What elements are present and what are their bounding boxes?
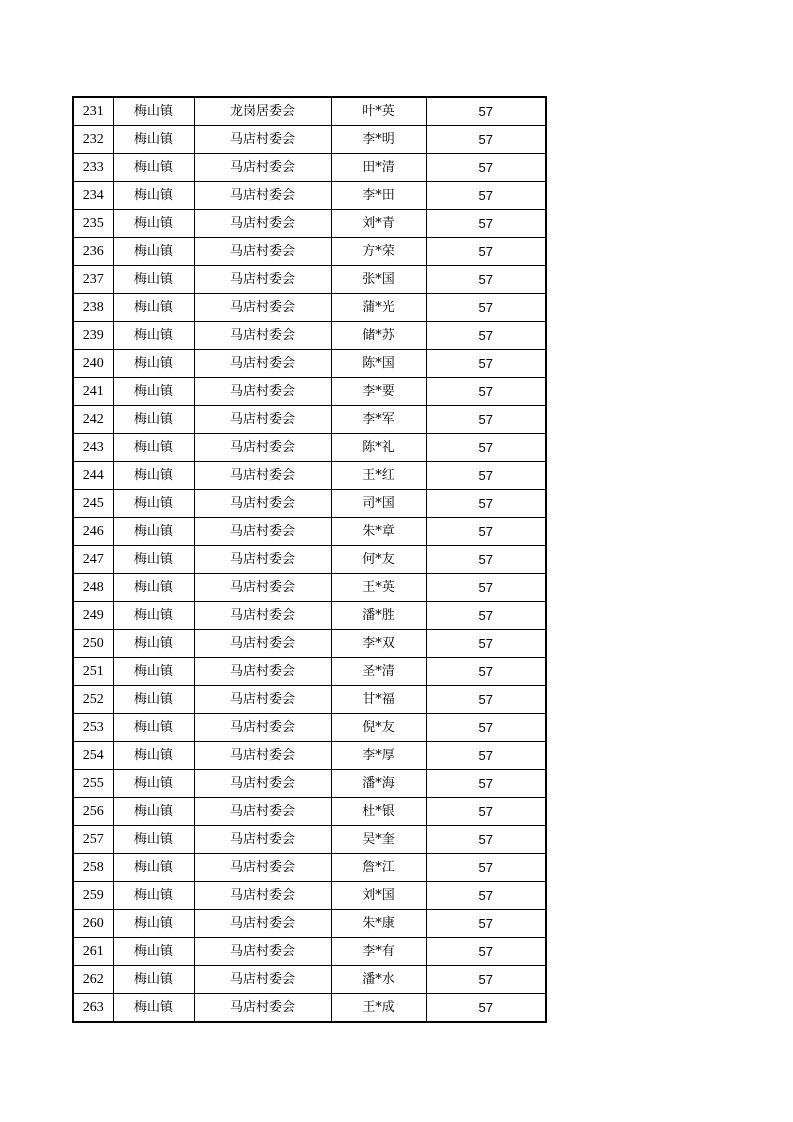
cell-value: 57 <box>426 770 546 798</box>
cell-town: 梅山镇 <box>113 714 194 742</box>
cell-village-committee: 马店村委会 <box>194 126 331 154</box>
cell-person-name: 潘*水 <box>331 966 426 994</box>
cell-village-committee: 马店村委会 <box>194 406 331 434</box>
cell-village-committee: 马店村委会 <box>194 154 331 182</box>
table-row <box>73 350 546 378</box>
cell-row-number: 237 <box>73 266 113 294</box>
cell-town: 梅山镇 <box>113 658 194 686</box>
cell-value: 57 <box>426 154 546 182</box>
cell-value: 57 <box>426 97 546 126</box>
table-row <box>73 574 546 602</box>
cell-person-name: 王*成 <box>331 994 426 1023</box>
cell-value: 57 <box>426 266 546 294</box>
cell-village-committee: 马店村委会 <box>194 210 331 238</box>
cell-value: 57 <box>426 378 546 406</box>
cell-person-name: 李*有 <box>331 938 426 966</box>
cell-person-name: 刘*国 <box>331 882 426 910</box>
cell-town: 梅山镇 <box>113 350 194 378</box>
cell-row-number: 239 <box>73 322 113 350</box>
cell-town: 梅山镇 <box>113 126 194 154</box>
cell-person-name: 圣*清 <box>331 658 426 686</box>
cell-value: 57 <box>426 882 546 910</box>
cell-village-committee: 马店村委会 <box>194 742 331 770</box>
table-row <box>73 546 546 574</box>
cell-village-committee: 马店村委会 <box>194 546 331 574</box>
cell-town: 梅山镇 <box>113 406 194 434</box>
cell-village-committee: 龙岗居委会 <box>194 97 331 126</box>
table-row <box>73 994 546 1023</box>
cell-town: 梅山镇 <box>113 238 194 266</box>
cell-village-committee: 马店村委会 <box>194 238 331 266</box>
cell-value: 57 <box>426 826 546 854</box>
cell-person-name: 李*要 <box>331 378 426 406</box>
table-row <box>73 798 546 826</box>
cell-row-number: 259 <box>73 882 113 910</box>
cell-row-number: 241 <box>73 378 113 406</box>
cell-town: 梅山镇 <box>113 378 194 406</box>
cell-person-name: 储*苏 <box>331 322 426 350</box>
cell-town: 梅山镇 <box>113 462 194 490</box>
cell-person-name: 倪*友 <box>331 714 426 742</box>
cell-value: 57 <box>426 406 546 434</box>
cell-town: 梅山镇 <box>113 770 194 798</box>
cell-value: 57 <box>426 742 546 770</box>
table-row <box>73 266 546 294</box>
cell-town: 梅山镇 <box>113 826 194 854</box>
cell-person-name: 李*厚 <box>331 742 426 770</box>
cell-row-number: 257 <box>73 826 113 854</box>
table-row <box>73 97 546 126</box>
table-row <box>73 826 546 854</box>
table-row <box>73 770 546 798</box>
cell-row-number: 249 <box>73 602 113 630</box>
table-row <box>73 322 546 350</box>
cell-village-committee: 马店村委会 <box>194 798 331 826</box>
cell-town: 梅山镇 <box>113 434 194 462</box>
cell-row-number: 246 <box>73 518 113 546</box>
cell-row-number: 236 <box>73 238 113 266</box>
cell-person-name: 潘*胜 <box>331 602 426 630</box>
table-row <box>73 182 546 210</box>
cell-row-number: 234 <box>73 182 113 210</box>
cell-person-name: 方*荣 <box>331 238 426 266</box>
cell-town: 梅山镇 <box>113 602 194 630</box>
table-row <box>73 854 546 882</box>
cell-village-committee: 马店村委会 <box>194 854 331 882</box>
table-row <box>73 378 546 406</box>
cell-row-number: 251 <box>73 658 113 686</box>
cell-row-number: 240 <box>73 350 113 378</box>
cell-village-committee: 马店村委会 <box>194 266 331 294</box>
cell-value: 57 <box>426 518 546 546</box>
cell-town: 梅山镇 <box>113 994 194 1023</box>
cell-village-committee: 马店村委会 <box>194 658 331 686</box>
cell-town: 梅山镇 <box>113 686 194 714</box>
cell-village-committee: 马店村委会 <box>194 994 331 1023</box>
cell-village-committee: 马店村委会 <box>194 378 331 406</box>
cell-value: 57 <box>426 546 546 574</box>
cell-person-name: 刘*青 <box>331 210 426 238</box>
cell-row-number: 263 <box>73 994 113 1023</box>
cell-row-number: 238 <box>73 294 113 322</box>
table-row <box>73 714 546 742</box>
cell-village-committee: 马店村委会 <box>194 882 331 910</box>
cell-town: 梅山镇 <box>113 154 194 182</box>
cell-village-committee: 马店村委会 <box>194 714 331 742</box>
table-row <box>73 938 546 966</box>
cell-town: 梅山镇 <box>113 518 194 546</box>
cell-value: 57 <box>426 434 546 462</box>
cell-person-name: 张*国 <box>331 266 426 294</box>
cell-row-number: 247 <box>73 546 113 574</box>
table-row <box>73 210 546 238</box>
cell-row-number: 243 <box>73 434 113 462</box>
cell-village-committee: 马店村委会 <box>194 462 331 490</box>
table-row <box>73 602 546 630</box>
cell-village-committee: 马店村委会 <box>194 770 331 798</box>
cell-person-name: 王*英 <box>331 574 426 602</box>
table-row <box>73 630 546 658</box>
cell-town: 梅山镇 <box>113 882 194 910</box>
cell-row-number: 253 <box>73 714 113 742</box>
cell-row-number: 245 <box>73 490 113 518</box>
cell-person-name: 陈*国 <box>331 350 426 378</box>
cell-town: 梅山镇 <box>113 938 194 966</box>
cell-person-name: 詹*江 <box>331 854 426 882</box>
table-row <box>73 882 546 910</box>
table-row <box>73 910 546 938</box>
cell-person-name: 李*明 <box>331 126 426 154</box>
roster-table-body <box>73 97 546 1022</box>
cell-row-number: 232 <box>73 126 113 154</box>
cell-town: 梅山镇 <box>113 854 194 882</box>
cell-village-committee: 马店村委会 <box>194 490 331 518</box>
table-row <box>73 518 546 546</box>
table-row <box>73 294 546 322</box>
cell-row-number: 235 <box>73 210 113 238</box>
cell-village-committee: 马店村委会 <box>194 826 331 854</box>
table-row <box>73 966 546 994</box>
cell-person-name: 甘*福 <box>331 686 426 714</box>
cell-value: 57 <box>426 714 546 742</box>
cell-value: 57 <box>426 686 546 714</box>
cell-town: 梅山镇 <box>113 742 194 770</box>
cell-town: 梅山镇 <box>113 910 194 938</box>
table-row <box>73 126 546 154</box>
cell-row-number: 231 <box>73 97 113 126</box>
cell-row-number: 244 <box>73 462 113 490</box>
roster-table <box>72 96 547 1023</box>
cell-village-committee: 马店村委会 <box>194 966 331 994</box>
cell-row-number: 262 <box>73 966 113 994</box>
cell-town: 梅山镇 <box>113 630 194 658</box>
cell-village-committee: 马店村委会 <box>194 350 331 378</box>
cell-town: 梅山镇 <box>113 574 194 602</box>
cell-row-number: 260 <box>73 910 113 938</box>
cell-person-name: 朱*章 <box>331 518 426 546</box>
cell-value: 57 <box>426 602 546 630</box>
cell-value: 57 <box>426 322 546 350</box>
cell-value: 57 <box>426 350 546 378</box>
cell-village-committee: 马店村委会 <box>194 322 331 350</box>
cell-village-committee: 马店村委会 <box>194 182 331 210</box>
cell-value: 57 <box>426 966 546 994</box>
cell-village-committee: 马店村委会 <box>194 574 331 602</box>
cell-person-name: 蒲*光 <box>331 294 426 322</box>
cell-village-committee: 马店村委会 <box>194 294 331 322</box>
cell-row-number: 254 <box>73 742 113 770</box>
cell-value: 57 <box>426 210 546 238</box>
cell-row-number: 233 <box>73 154 113 182</box>
cell-person-name: 李*双 <box>331 630 426 658</box>
cell-row-number: 242 <box>73 406 113 434</box>
cell-value: 57 <box>426 938 546 966</box>
cell-person-name: 李*田 <box>331 182 426 210</box>
cell-value: 57 <box>426 462 546 490</box>
cell-village-committee: 马店村委会 <box>194 938 331 966</box>
cell-town: 梅山镇 <box>113 97 194 126</box>
cell-town: 梅山镇 <box>113 546 194 574</box>
cell-value: 57 <box>426 658 546 686</box>
cell-person-name: 何*友 <box>331 546 426 574</box>
cell-person-name: 田*清 <box>331 154 426 182</box>
table-row <box>73 238 546 266</box>
cell-town: 梅山镇 <box>113 266 194 294</box>
cell-person-name: 陈*礼 <box>331 434 426 462</box>
cell-person-name: 潘*海 <box>331 770 426 798</box>
table-row <box>73 686 546 714</box>
cell-value: 57 <box>426 126 546 154</box>
cell-value: 57 <box>426 490 546 518</box>
cell-row-number: 261 <box>73 938 113 966</box>
table-row <box>73 462 546 490</box>
table-row <box>73 406 546 434</box>
cell-row-number: 248 <box>73 574 113 602</box>
cell-village-committee: 马店村委会 <box>194 686 331 714</box>
cell-value: 57 <box>426 910 546 938</box>
cell-village-committee: 马店村委会 <box>194 434 331 462</box>
cell-village-committee: 马店村委会 <box>194 910 331 938</box>
cell-person-name: 杜*银 <box>331 798 426 826</box>
cell-value: 57 <box>426 238 546 266</box>
cell-row-number: 258 <box>73 854 113 882</box>
cell-town: 梅山镇 <box>113 294 194 322</box>
table-row <box>73 434 546 462</box>
cell-value: 57 <box>426 630 546 658</box>
cell-person-name: 朱*康 <box>331 910 426 938</box>
cell-row-number: 252 <box>73 686 113 714</box>
cell-row-number: 250 <box>73 630 113 658</box>
cell-village-committee: 马店村委会 <box>194 630 331 658</box>
cell-town: 梅山镇 <box>113 966 194 994</box>
cell-row-number: 255 <box>73 770 113 798</box>
cell-village-committee: 马店村委会 <box>194 518 331 546</box>
cell-person-name: 司*国 <box>331 490 426 518</box>
cell-value: 57 <box>426 294 546 322</box>
cell-person-name: 王*红 <box>331 462 426 490</box>
cell-village-committee: 马店村委会 <box>194 602 331 630</box>
cell-town: 梅山镇 <box>113 322 194 350</box>
table-row <box>73 742 546 770</box>
cell-value: 57 <box>426 798 546 826</box>
cell-town: 梅山镇 <box>113 210 194 238</box>
table-row <box>73 490 546 518</box>
cell-value: 57 <box>426 854 546 882</box>
cell-person-name: 叶*英 <box>331 97 426 126</box>
cell-town: 梅山镇 <box>113 490 194 518</box>
cell-person-name: 吴*奎 <box>331 826 426 854</box>
cell-town: 梅山镇 <box>113 182 194 210</box>
cell-value: 57 <box>426 574 546 602</box>
table-row <box>73 154 546 182</box>
table-row <box>73 658 546 686</box>
cell-town: 梅山镇 <box>113 798 194 826</box>
cell-row-number: 256 <box>73 798 113 826</box>
cell-value: 57 <box>426 994 546 1023</box>
cell-value: 57 <box>426 182 546 210</box>
cell-person-name: 李*军 <box>331 406 426 434</box>
